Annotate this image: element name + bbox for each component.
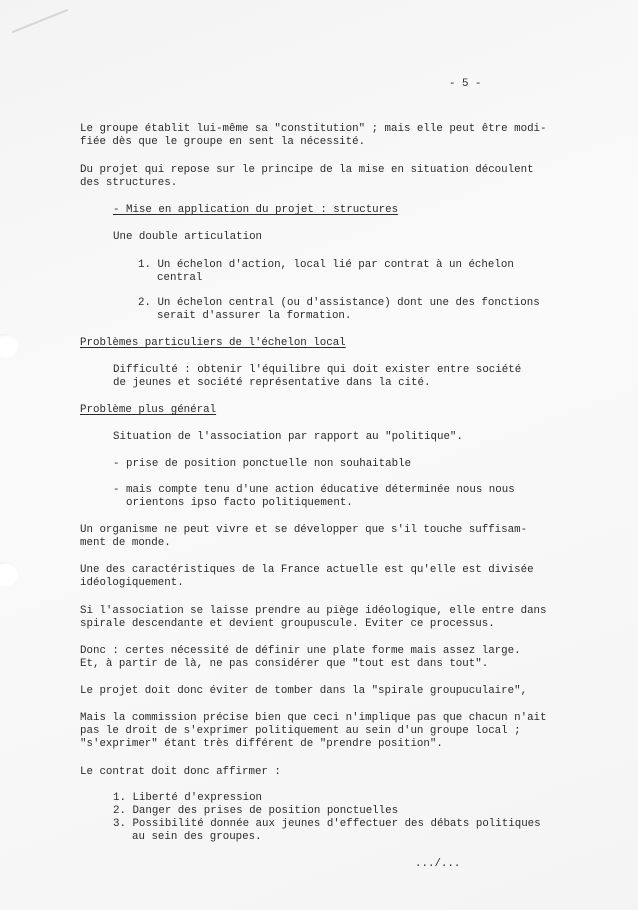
paragraph-line: Du projet qui repose sur le principe de la mise en situation découlent (80, 164, 534, 176)
paragraph-line: Le projet doit donc éviter de tomber dans la "spirale groupuculaire", (80, 685, 528, 697)
list-item: 2. Un échelon central (ou d'assistance) dont une des fonctions (138, 297, 540, 309)
list-item: 2. Danger des prises de position ponctuelles (113, 805, 399, 817)
paragraph-line: Le contrat doit donc affirmer : (80, 766, 281, 778)
page-number: - 5 - (449, 78, 482, 90)
paragraph-line: fiée dès que le groupe en sent la nécessité. (80, 136, 366, 148)
section-heading: Problèmes particuliers de l'échelon local (80, 337, 346, 349)
paragraph-line: des structures. (80, 177, 178, 189)
paper-crease (12, 9, 68, 33)
paragraph-line: Une double articulation (113, 231, 263, 243)
paragraph-line: Mais la commission précise bien que ceci n'implique pas que chacun n'ait (80, 712, 547, 724)
paragraph-line: ment de monde. (80, 537, 171, 549)
list-item: 3. Possibilité donnée aux jeunes d'effectuer des débats politiques (113, 818, 541, 830)
bullet-item: - mais compte tenu d'une action éducative déterminée nous nous (113, 484, 515, 496)
section-heading: Problème plus général (80, 404, 217, 416)
paragraph-line: Un organisme ne peut vivre et se développer que s'il touche suffisam- (80, 524, 528, 536)
paragraph-line: Et, à partir de là, ne pas considérer que "tout est dans tout". (80, 658, 489, 670)
paragraph-line: Une des caractéristiques de la France actuelle est qu'elle est divisée (80, 564, 534, 576)
paragraph-line: de jeunes et société représentative dans la cité. (113, 377, 431, 389)
list-item-continuation: central (157, 272, 203, 284)
paragraph-line: Le groupe établit lui-même sa "constitution" ; mais elle peut être modi- (80, 123, 547, 135)
list-item: 1. Liberté d'expression (113, 792, 263, 804)
paragraph-line: Difficulté : obtenir l'équilibre qui doit exister entre société (113, 364, 522, 376)
paragraph-line: "s'exprimer" étant très différent de "prendre position". (80, 738, 443, 750)
list-item-continuation: serait d'assurer la formation. (157, 310, 352, 322)
punch-hole (0, 562, 18, 586)
list-item: 1. Un échelon d'action, local lié par contrat à un échelon (138, 259, 514, 271)
paragraph-line: spirale descendante et devient groupuscule. Eviter ce processus. (80, 618, 495, 630)
punch-hole (0, 334, 18, 358)
paragraph-line: pas le droit de s'exprimer politiquement au sein d'un groupe local ; (80, 725, 521, 737)
paragraph-line: idéologiquement. (80, 577, 184, 589)
paragraph-line: Situation de l'association par rapport au "politique". (113, 431, 463, 443)
bullet-item-continuation: orientons ipso facto politiquement. (126, 497, 353, 509)
bullet-item: - prise de position ponctuelle non souhaitable (113, 458, 412, 470)
paragraph-line: Si l'association se laisse prendre au piège idéologique, elle entre dans (80, 605, 547, 617)
continuation-mark: .../... (415, 858, 461, 870)
section-heading: - Mise en application du projet : structures (113, 204, 399, 216)
paragraph-line: Donc : certes nécessité de définir une plate forme mais assez large. (80, 645, 521, 657)
list-item-continuation: au sein des groupes. (132, 831, 262, 843)
